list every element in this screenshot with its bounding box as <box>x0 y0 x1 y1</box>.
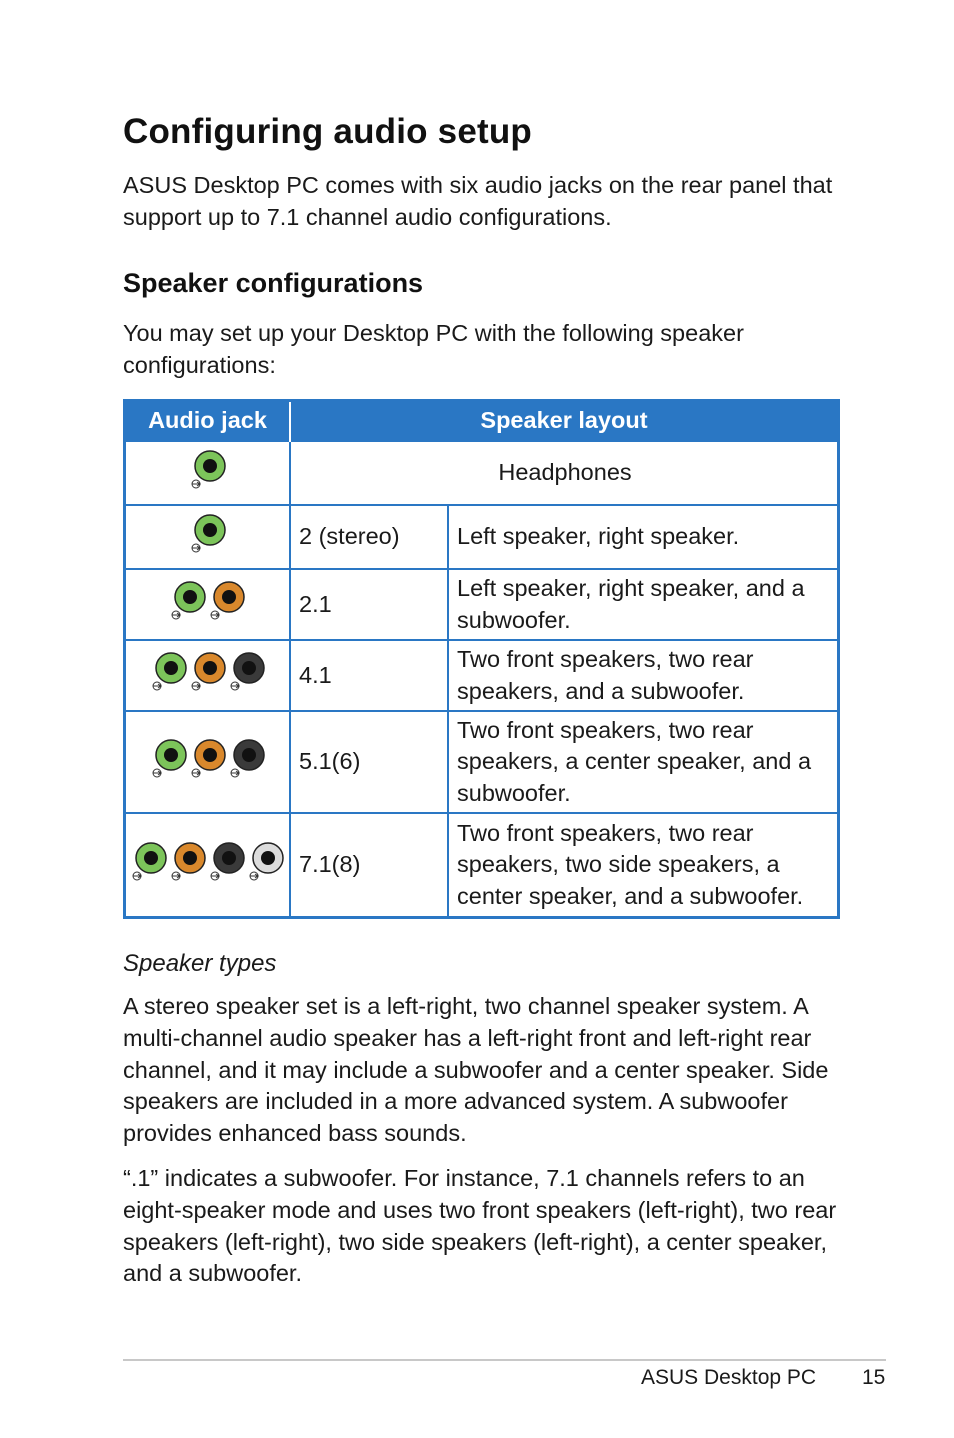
audio-jack-black-icon <box>229 738 265 778</box>
section-intro: You may set up your Desktop PC with the following speaker configurations: <box>123 320 744 378</box>
audio-jack-gray-icon <box>248 841 284 881</box>
header-speaker-layout: Speaker layout <box>290 401 839 442</box>
table-header-row <box>125 401 839 442</box>
speaker-layout-cell: Headphones <box>290 441 839 505</box>
channel-cell: 4.1 <box>290 640 448 711</box>
speaker-types-title: Speaker types <box>123 950 277 977</box>
speaker-layout-cell: Two front speakers, two rear speakers, a center speaker, and a subwoofer. <box>448 711 839 813</box>
channel-cell: 7.1(8) <box>290 813 448 917</box>
audio-jack-cell <box>125 441 291 505</box>
audio-jack-green-icon <box>170 580 206 620</box>
audio-jack-green-icon <box>190 513 226 553</box>
channel-cell: 5.1(6) <box>290 711 448 813</box>
table-row <box>125 640 839 711</box>
audio-jack-cell <box>125 505 291 569</box>
footer-divider <box>123 1359 886 1361</box>
audio-jack-cell <box>125 569 291 640</box>
audio-jack-green-icon <box>190 449 226 489</box>
channel-cell: 2.1 <box>290 569 448 640</box>
section-title: Speaker configurations <box>123 268 424 298</box>
audio-jack-black-icon <box>209 841 245 881</box>
page-number: 15 <box>862 1366 886 1389</box>
audio-jack-cell <box>125 711 291 813</box>
table-row <box>125 569 839 640</box>
speaker-layout-cell: Two front speakers, two rear speakers, two side speakers, a center speaker, and a subwoofer. <box>448 813 839 917</box>
audio-jack-orange-icon <box>170 841 206 881</box>
speaker-config-table <box>123 399 840 919</box>
audio-jack-cell <box>125 813 291 917</box>
speaker-layout-cell: Left speaker, right speaker. <box>448 505 839 569</box>
table-row <box>125 505 839 569</box>
speaker-layout-cell: Two front speakers, two rear speakers, and a subwoofer. <box>448 640 839 711</box>
footer-product: ASUS Desktop PC <box>641 1366 817 1389</box>
speaker-layout-cell: Left speaker, right speaker, and a subwoofer. <box>448 569 839 640</box>
audio-jack-orange-icon <box>190 651 226 691</box>
audio-jack-orange-icon <box>190 738 226 778</box>
header-audio-jack: Audio jack <box>125 401 291 442</box>
audio-jack-green-icon <box>151 738 187 778</box>
page-title: Configuring audio setup <box>123 112 532 151</box>
subwoofer-paragraph: “.1” indicates a subwoofer. For instance, 7.1 channels refers to an eight-speaker mode and uses two front speakers (left-right), two rear speakers (left-right), two side speakers (left-right), a center speaker, and a subwoofer. <box>123 1165 837 1287</box>
table-row <box>125 441 839 505</box>
audio-jack-black-icon <box>229 651 265 691</box>
audio-jack-orange-icon <box>209 580 245 620</box>
table-row <box>125 813 839 917</box>
table-row <box>125 711 839 813</box>
audio-jack-cell <box>125 640 291 711</box>
audio-jack-green-icon <box>151 651 187 691</box>
intro-paragraph: ASUS Desktop PC comes with six audio jacks on the rear panel that support up to 7.1 channel audio configurations. <box>123 172 833 230</box>
audio-jack-green-icon <box>131 841 167 881</box>
speaker-types-paragraph: A stereo speaker set is a left-right, two channel speaker system. A multi-channel audio speaker has a left-right front and left-right rear channel, and it may include a subwoofer and a center speaker. Side speakers are included in a more advanced system. A subwoofer provides enhanced bass sounds. <box>123 993 829 1147</box>
channel-cell: 2 (stereo) <box>290 505 448 569</box>
